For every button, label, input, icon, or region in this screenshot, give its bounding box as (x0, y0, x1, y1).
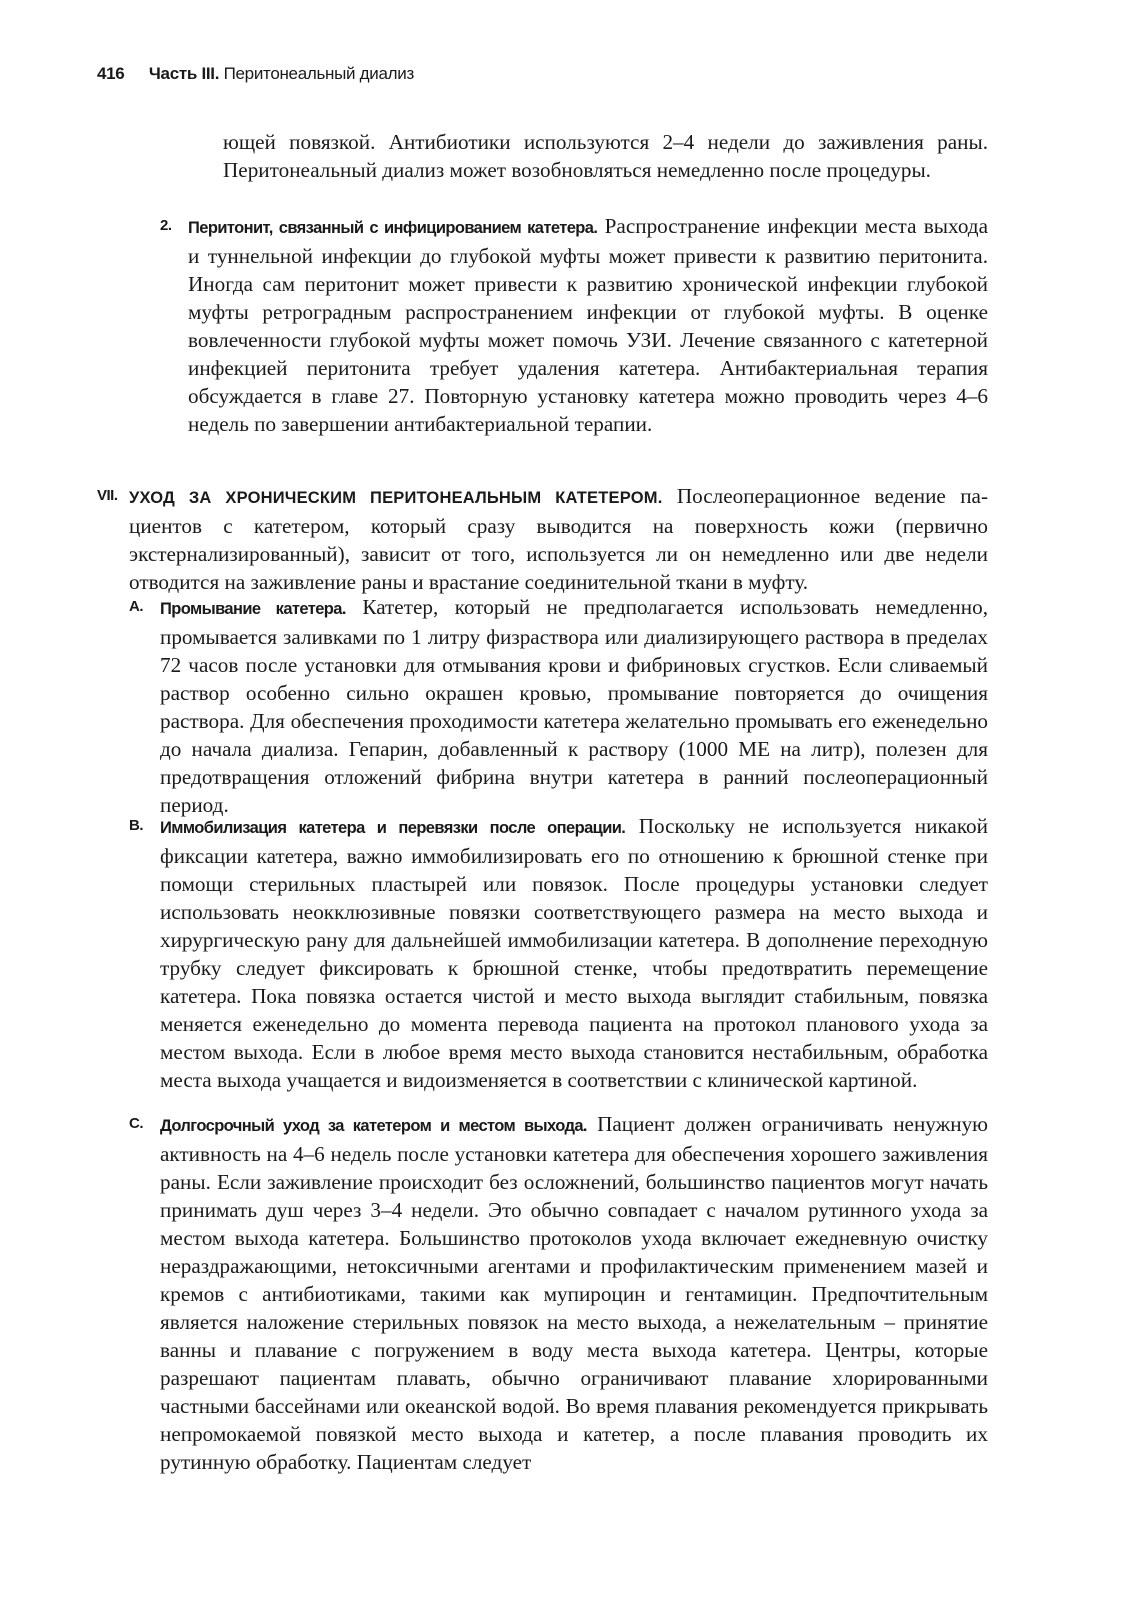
item-c-paragraph (160, 1110, 988, 1476)
item-a-term: Промывание катетера. (160, 600, 346, 618)
item-a-paragraph (160, 593, 988, 819)
item-c-text: Пациент должен ограничивать ненужную активность на 4–6 недель после установки катетера для обеспечения хорошего заживления раны. Если заживление происходит без осложнений, большинство пациентов могут начать принимать душ через 3–4 недели. Это обычно совпадает с началом рутинного ухода за местом выхода катетера. Большинство протоколов ухода включает ежедневную очистку нераздражающими, нетоксичными агентами и профилактическим применением мазей и кремов с антибиотиками, такими как мупироцин и гентамицин. Предпочтительным является наложение стерильных повязок на место выхода, а нежелательным – принятие ванны и плавание с погружением в воду места выхода катетера. Центры, которые разрешают пациентам плавать, обычно ограничивают плавание хлорированными частными бассейнами или океанской водой. Во время плавания рекомендуется прикрывать непромокаемой повязкой место выхода и катетер, а после плавания проводить их рутинную обработку. Пациентам следует (160, 1112, 988, 1474)
running-header (97, 64, 414, 84)
section-7-title: УХОД ЗА ХРОНИЧЕСКИМ ПЕРИТОНЕАЛЬНЫМ КАТЕТЕРОМ. (129, 489, 663, 507)
section-7-text: Послеоперационное ведение пациентов с катетером, который сразу выводится на поверхность кожи (первично экстернализированный), зависит от того, используется ли он немедленно или две недели отводится на заживление раны и врастание соединительной ткани в муфту. (129, 484, 989, 594)
page-number: 416 (97, 64, 125, 83)
item-2-label: 2. (160, 217, 172, 234)
item-a-label: A. (129, 598, 143, 615)
section-7-label: VII. (97, 487, 118, 504)
item-b-term: Иммобилизация катетера и перевязки после операции. (160, 819, 626, 837)
continued-text: ющей повязкой. Антибиотики используются 2–4 недели до заживления раны. Перитонеальный диализ может возобновляться немедленно после процедуры. (223, 130, 988, 182)
part-label: Часть III. (148, 64, 220, 83)
continued-paragraph (223, 128, 988, 184)
item-c-term: Долгосрочный уход за катетером и местом выхода. (160, 1117, 587, 1135)
section-7-paragraph (129, 482, 988, 596)
item-a-text: Катетер, который не предполагается использовать немедленно, промывается заливками по 1 литру физраствора или диализирующего раствора в пределах 72 часов после установки для отмывания крови и фибриновых сгустков. Если сливаемый раствор особенно сильно окрашен кровью, промывание повторяется до очищения раствора. Для обеспечения проходимости катетера желательно промывать его еженедельно до начала диализа. Гепарин, добавленный к раствору (1000 МЕ на литр), полезен для предотвращения отложений фибрина внутри катетера в ранний послеоперационный период. (160, 595, 988, 817)
item-2-paragraph (188, 212, 988, 438)
item-c-label: C. (129, 1115, 143, 1132)
item-2-term: Перитонит, связанный с инфицированием катетера. (188, 219, 598, 237)
item-2-text: Распространение инфекции места выхода и туннельной инфекции до глубокой муфты может привести к развитию перитонита. Иногда сам перитонит может привести к развитию хронической инфекции глубокой муфты ретроградным распространением инфекции от глубокой муфты. В оценке вовлеченности глубокой муфты может помочь УЗИ. Лечение связанного с катетерной инфекцией перитонита требует удаления катетера. Антибактериальная терапия обсуждается в главе 27. Повторную установку катетера можно проводить через 4–6 недель по завершении антибактериальной терапии. (188, 214, 988, 436)
item-b-text: Поскольку не используется никакой фиксации катетера, важно иммобилизировать его по отношению к брюшной стенке при помощи стерильных пластырей или повязок. После процедуры установки следует использовать неокклюзивные повязки соответствующего размера на место выхода и хирургическую рану для дальнейшей иммобилизации катетера. В дополнение переходную трубку следует фиксировать к брюшной стенке, чтобы предотвратить перемещение катетера. Пока повязка остается чистой и место выхода выглядит стабильным, повязка меняется еженедельно до момента перевода пациента на протокол планового ухода за местом выхода. Если в любое время место выхода становится нестабильным, обработка места выхода учащается и видоизменяется в соответствии с клинической картиной. (160, 814, 988, 1092)
item-b-label: B. (129, 817, 143, 834)
part-title: Перитонеальный диализ (223, 64, 414, 83)
item-b-paragraph (160, 812, 988, 1094)
